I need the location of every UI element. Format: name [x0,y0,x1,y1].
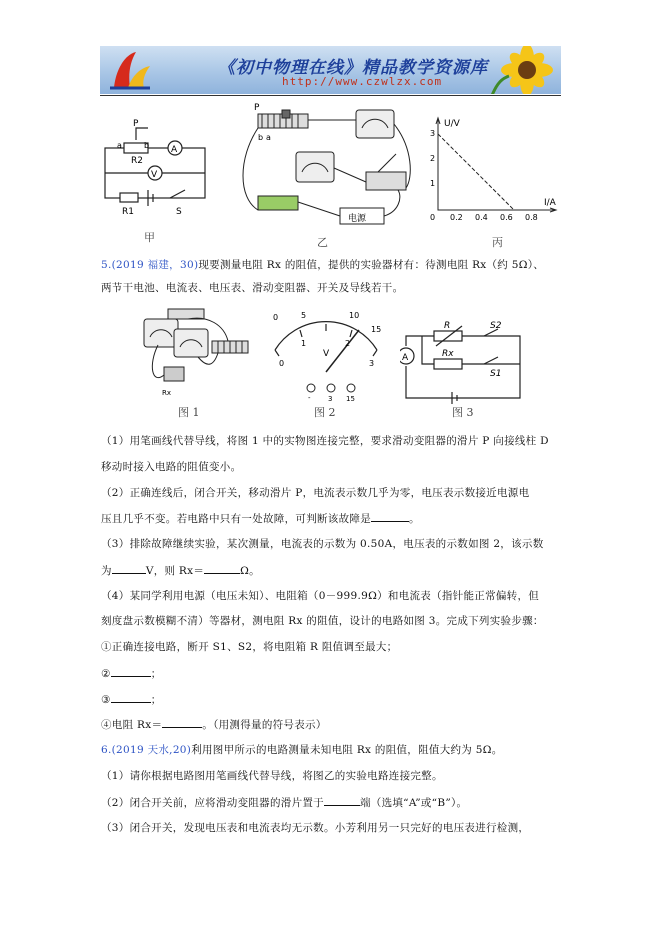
dial-bottom-tick: 3 [369,359,375,368]
answer-blank[interactable] [204,563,240,574]
q5-part4-line2: 刻度盘示数模糊不清）等器材，测电阻 Rx 的阻值，设计的电路如图 3。完成下列实验步骤： [101,615,544,627]
q6-intro [101,743,503,757]
banner-url: http://www.czwlzx.com [282,75,443,88]
q5-number: 5. [101,259,112,271]
q5-source: (2019 福建，30) [111,259,199,271]
label-s2: S2 [490,321,502,331]
label-r2: R2 [131,156,143,166]
ammeter-label: A [402,353,409,363]
graph-xlabel: I/A [544,198,556,208]
graph-xtick: 0.6 [500,213,513,222]
q5-step4 [101,717,327,732]
terminal-label: - [308,394,311,402]
apparatus-fig1 [138,305,256,401]
dial-unit: V [323,349,330,359]
q5-part2-line2 [101,511,420,526]
label-rx: Rx [442,349,454,359]
sunflower-icon [487,46,557,94]
caption-bing: 丙 [492,236,503,249]
terminal-label: 15 [346,395,355,402]
label-a: a [117,141,122,150]
step-number: ② [101,668,111,680]
dial-bottom-tick: 1 [301,339,307,348]
label-s1: S1 [490,369,502,379]
label-rx: Rx [162,389,172,397]
voltage-current-graph [428,116,560,226]
semicolon: ； [150,668,162,680]
graph-xtick: 0.8 [525,213,538,222]
graph-ytick: 1 [430,179,436,188]
q6-part1: （1）请你根据电路图用笔画线代替导线，将图乙的实验电路连接完整。 [101,770,443,782]
answer-blank[interactable] [162,717,202,728]
semicolon: ； [150,694,162,706]
q5-part3-text-c: Ω。 [240,565,260,577]
circuit-diagram-fig3 [400,318,524,404]
caption-fig3: 图 3 [452,406,474,419]
dial-top-tick: 10 [349,311,360,320]
header-rule [100,95,561,96]
q5-part2-text: 压且几乎不变。若电路中只有一处故障，可判断该故障是 [101,513,371,525]
power-source-label: 电源 [348,214,367,224]
banner-title: 《初中物理在线》精品教学资源库 [218,58,488,78]
q5-part2-line1: （2）正确连线后，闭合开关，移动滑片 P，电流表示数几乎为零，电压表示数接近电源电 [101,487,530,499]
q6-number: 6. [101,744,112,756]
period: 。 [409,513,420,525]
q5-step4-text-a: ④电阻 Rx＝ [101,719,163,731]
dial-top-tick: 0 [273,313,279,322]
q5-part1-line1: （1）用笔画线代替导线，将图 1 中的实物图连接完整，要求滑动变阻器的滑片 P 向接线柱 D [101,435,549,447]
answer-blank[interactable] [111,692,151,703]
q5-part1-line2: 移动时接入电路的阻值变小。 [101,461,242,473]
q6-source: (2019 天水,20) [111,744,192,756]
q5-intro-line1 [101,258,544,272]
q5-step3 [101,692,162,707]
label-r1: R1 [122,207,134,217]
label-b: b [258,133,264,142]
answer-blank[interactable] [371,511,409,522]
q5-part3-line1: （3）排除故障继续实验，某次测量，电流表的示数为 0.50A，电压表的示数如图 2，该示数 [101,538,544,550]
graph-ytick: 3 [430,129,436,138]
circuit-diagram-jia [100,118,212,218]
label-p: P [254,103,260,113]
graph-xtick: 0.2 [450,213,463,222]
step-number: ③ [101,694,111,706]
q6-part3: （3）闭合开关，发现电压表和电流表均无示数。小芳利用另一只完好的电压表进行检测， [101,822,530,834]
voltmeter-label: V [151,170,158,180]
graph-origin: 0 [430,213,436,222]
label-s: S [176,207,182,217]
graph-xtick: 0.4 [475,213,488,222]
q5-part3-line2 [101,563,260,578]
label-p: P [133,119,139,129]
answer-blank[interactable] [112,563,146,574]
answer-blank[interactable] [111,666,151,677]
caption-fig1: 图 1 [178,406,200,419]
q5-step2 [101,666,162,681]
dial-bottom-tick: 2 [345,339,351,348]
dial-bottom-tick: 0 [279,359,285,368]
q6-intro-text: 利用图甲所示的电路测量未知电阻 Rx 的阻值，阻值大约为 5Ω。 [191,744,503,756]
q5-step4-text-b: 。（用测得量的符号表示） [202,719,327,731]
graph-ytick: 2 [430,154,436,163]
q5-part3-text-a: 为 [101,565,112,577]
q5-intro-text: 现要测量电阻 Rx 的阻值，提供的实验器材有：待测电阻 Rx（约 5Ω）、 [198,259,545,271]
dial-top-tick: 15 [371,325,382,334]
q6-part2-text-b: 端（选填“A”或“B”）。 [359,797,468,809]
caption-jia: 甲 [144,231,155,244]
q6-part2 [101,795,467,810]
label-r: R [444,321,451,331]
label-b: b [144,141,150,150]
caption-yi: 乙 [317,236,328,249]
q5-intro-line2: 两节干电池、电流表、电压表、滑动变阻器、开关及导线若干。 [101,282,404,294]
q5-part3-text-b: V，则 Rx＝ [145,565,205,577]
label-a: a [266,133,271,142]
logo-icon [106,48,154,92]
header-banner [100,46,561,94]
q6-part2-text-a: （2）闭合开关前，应将滑动变阻器的滑片置于 [101,797,324,809]
graph-ylabel: U/V [444,119,460,129]
terminal-label: 3 [328,395,333,402]
apparatus-yi [228,98,420,226]
voltmeter-dial [265,310,387,402]
q5-step1: ①正确连接电路，断开 S1、S2，将电阻箱 R 阻值调至最大； [101,641,398,653]
ammeter-label: A [171,145,178,155]
dial-top-tick: 5 [301,311,307,320]
answer-blank[interactable] [324,795,360,806]
q5-part4-line1: （4）某同学利用电源（电压未知）、电阻箱（0－999.9Ω）和电流表（指针能正常偏转，但 [101,590,540,602]
caption-fig2: 图 2 [314,406,336,419]
